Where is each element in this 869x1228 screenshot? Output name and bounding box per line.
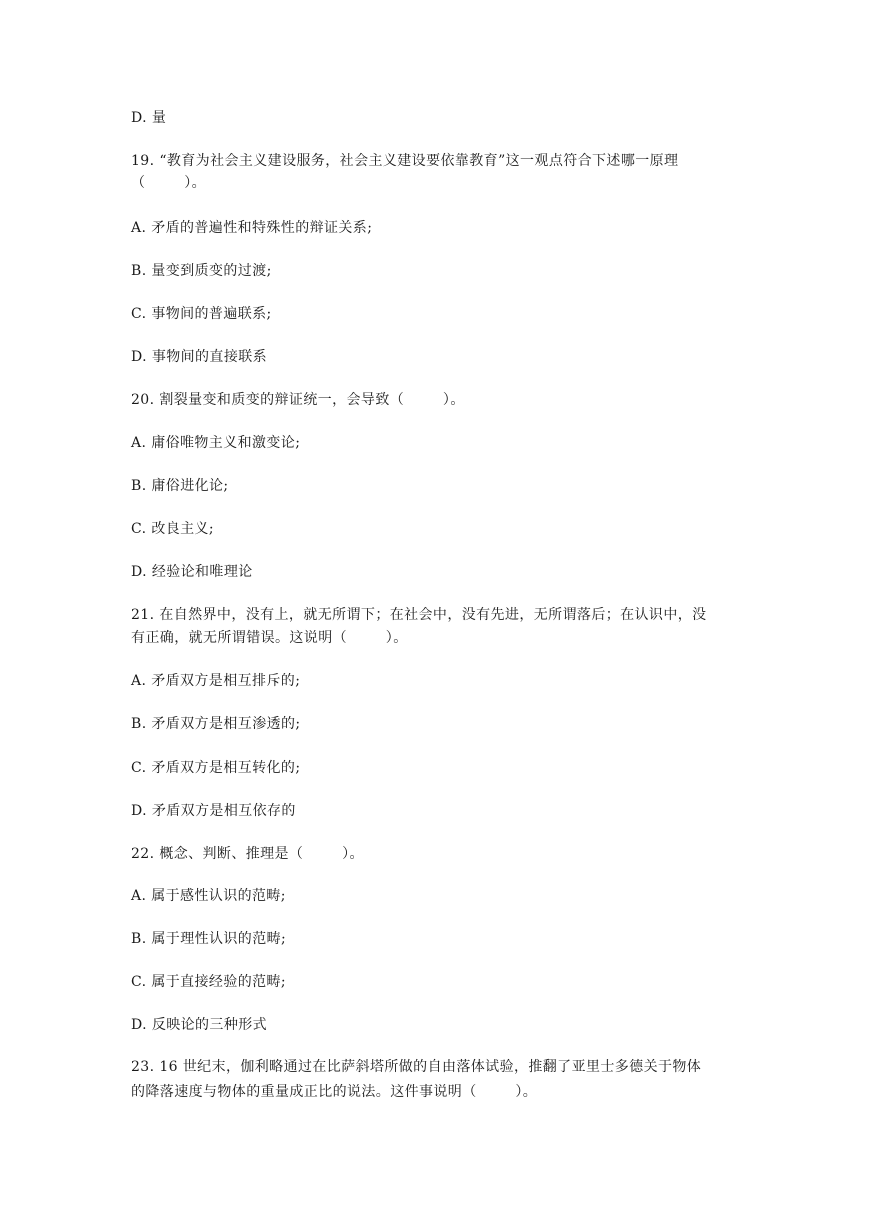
option-d-q20: D. 经验论和唯理论	[131, 564, 253, 580]
question-20: 20. 割裂量变和质变的辩证统一，会导致（ ）。	[131, 392, 465, 408]
option-c-q19: C. 事物间的普遍联系;	[131, 306, 272, 322]
question-19-line-1: 19. “教育为社会主义建设服务，社会主义建设要依靠教育”这一观点符合下述哪一原理	[131, 153, 679, 169]
option-d-q19: D. 事物间的直接联系	[131, 349, 268, 365]
question-23-line-2: 的降落速度与物体的重量成正比的说法。这件事说明（ ）。	[131, 1084, 538, 1100]
option-d-q18: D. 量	[131, 110, 167, 126]
option-b-q22: B. 属于理性认识的范畴;	[131, 931, 287, 947]
option-c-q20: C. 改良主义;	[131, 521, 215, 537]
question-21-line-1: 21. 在自然界中，没有上，就无所谓下；在社会中，没有先进，无所谓落后；在认识中，没	[131, 607, 707, 623]
question-22: 22. 概念、判断、推理是（ ）。	[131, 846, 364, 862]
option-b-q20: B. 庸俗进化论;	[131, 478, 229, 494]
option-c-q21: C. 矛盾双方是相互转化的;	[131, 760, 301, 776]
question-23-line-1: 23. 16 世纪末，伽利略通过在比萨斜塔所做的自由落体试验，推翻了亚里士多德关于物体	[131, 1059, 702, 1075]
option-b-q21: B. 矛盾双方是相互渗透的;	[131, 716, 301, 732]
option-a-q19: A. 矛盾的普遍性和特殊性的辩证关系;	[131, 220, 373, 236]
option-d-q21: D. 矛盾双方是相互依存的	[131, 803, 296, 819]
option-a-q21: A. 矛盾双方是相互排斥的;	[131, 673, 301, 689]
option-b-q19: B. 量变到质变的过渡;	[131, 263, 272, 279]
option-a-q20: A. 庸俗唯物主义和激变论;	[131, 435, 301, 451]
question-21-line-2: 有正确，就无所谓错误。这说明（ ）。	[131, 630, 408, 646]
option-c-q22: C. 属于直接经验的范畴;	[131, 974, 287, 990]
question-19-line-2: （ ）。	[131, 175, 207, 191]
option-d-q22: D. 反映论的三种形式	[131, 1017, 268, 1033]
option-a-q22: A. 属于感性认识的范畴;	[131, 888, 286, 904]
